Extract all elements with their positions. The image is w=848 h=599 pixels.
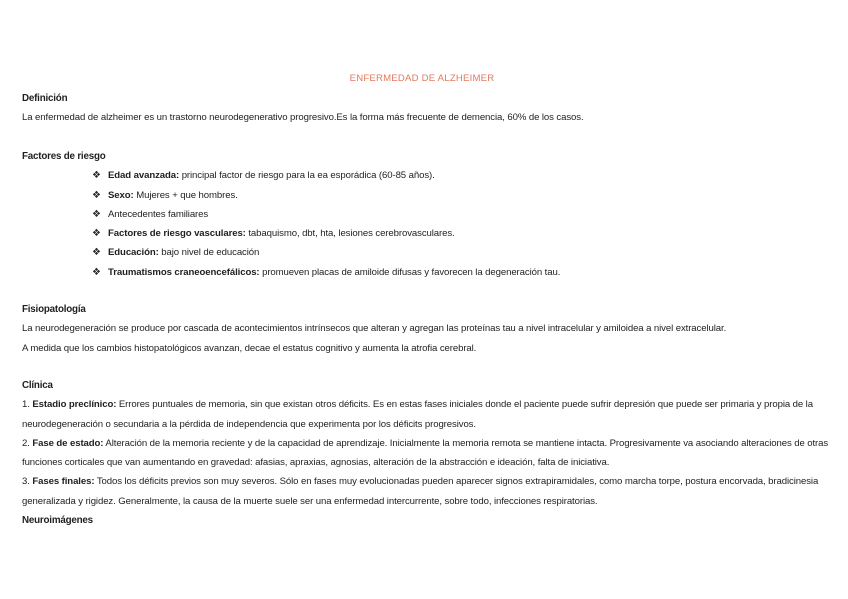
document-title: ENFERMEDAD DE ALZHEIMER: [349, 73, 495, 84]
risk-factor-label: Edad avanzada:: [108, 170, 180, 182]
list-item: [92, 263, 832, 282]
list-item: [92, 243, 832, 262]
risk-factor-label: Sexo:: [108, 189, 134, 201]
risk-factor-label: Traumatismos craneoencefálicos:: [108, 266, 260, 278]
risk-factor-text: promueven placas de amiloide difusas y favorecen la degeneración tau.: [259, 266, 561, 278]
risk-factor-label: Educación:: [108, 247, 159, 259]
section-clinica: [22, 376, 832, 530]
list-item: [92, 205, 832, 224]
heading-fisiopatologia: Fisiopatología: [22, 304, 86, 315]
section-factores-riesgo: [22, 147, 832, 282]
clinica-stage-1: 1. Estadio preclínico: Errores puntuales de memoria, sin que existan otros déficits. Es en estas fases iniciales donde el paciente puede sufrir depresión que puede ser primaria y propia de la neurodegeneración o secundaria a la pérdida de independencia que experimenta por los déficits progresivos.: [22, 399, 813, 430]
heading-neuroimagenes: Neuroimágenes: [22, 515, 93, 527]
section-fisiopatologia: [22, 300, 832, 358]
definicion-text: La enfermedad de alzheimer es un trastorno neurodegenerativo progresivo.Es la forma más frecuente de demencia, 60% de los casos.: [22, 112, 584, 124]
heading-factores-riesgo: Factores de riesgo: [22, 151, 106, 162]
diamond-bullet-icon: ❖: [92, 266, 101, 278]
fisiopatologia-text-2: A medida que los cambios histopatológicos avanzan, decae el estatus cognitivo y aumenta la atrofia cerebral.: [22, 342, 477, 354]
risk-factor-text: principal factor de riesgo para la ea esporádica (60-85 años).: [179, 170, 435, 182]
risk-factor-text: bajo nivel de educación: [158, 247, 260, 259]
risk-factor-label: Factores de riesgo vasculares:: [108, 228, 246, 240]
heading-clinica: Clínica: [22, 380, 53, 391]
diamond-bullet-icon: ❖: [92, 189, 101, 201]
risk-factor-text: tabaquismo, dbt, hta, lesiones cerebrovasculares.: [245, 228, 455, 240]
fisiopatologia-text-1: La neurodegeneración se produce por cascada de acontecimientos intrínsecos que alteran y agregan las proteínas tau a nivel intracelular y amiloidea a nivel extracelular.: [22, 323, 727, 335]
list-item: [92, 166, 832, 185]
section-definicion: [22, 89, 832, 128]
clinica-stage-2: 2. Fase de estado: Alteración de la memoria reciente y de la capacidad de aprendizaje. Inicialmente la memoria remota se mantiene intacta. Progresivamente va asociando alteraciones de otras funciones corticales que van aumentando en gravedad: afasias, apraxias, agnosias, alteración de la abstracción e ideación, falta de iniciativa.: [22, 437, 829, 469]
diamond-bullet-icon: ❖: [92, 247, 101, 259]
heading-definicion: Definición: [22, 93, 68, 104]
list-item: [92, 224, 832, 243]
clinica-stage-3: 3. Fases finales: Todos los déficits previos son muy severos. Sólo en fases muy evolucionadas pueden aparecer signos extrapiramidales, como marcha torpe, postura encorvada, bradicinesia generalizada y rigidez. Generalmente, la causa de la muerte suele ser una enfermedad intercurrente, sobre todo, infecciones respiratorias.: [22, 476, 819, 507]
diamond-bullet-icon: ❖: [92, 170, 101, 182]
diamond-bullet-icon: ❖: [92, 208, 101, 220]
risk-factor-text: Mujeres + que hombres.: [133, 189, 238, 201]
risk-factor-text: Antecedentes familiares: [108, 208, 209, 220]
risk-factor-list: [22, 166, 832, 282]
diamond-bullet-icon: ❖: [92, 228, 101, 240]
list-item: [92, 186, 832, 205]
